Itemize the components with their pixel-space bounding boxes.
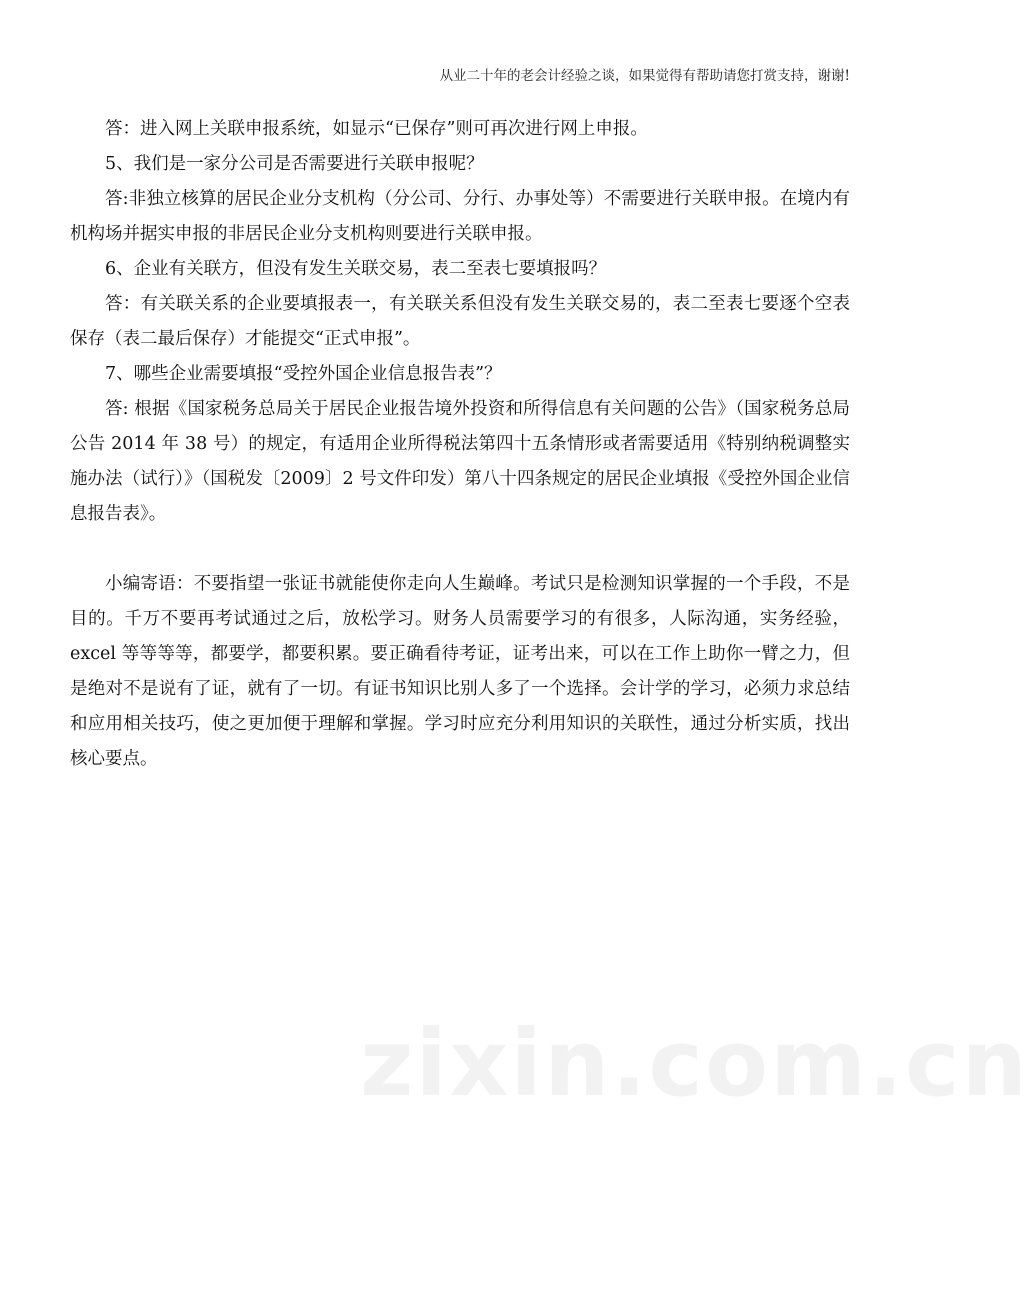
question-5: 5、我们是一家分公司是否需要进行关联申报呢？ [105,154,484,174]
editor-note-paragraph: 小编寄语：不要指望一张证书就能使你走向人生巅峰。考试只是检测知识掌握的一个手段，不是目的。千万不要再考试通过之后，放松学习。财务人员需要学习的有很多，人际沟通，实务经验，excel 等等等等，都要学，都要积累。要正确看待考证，证考出来，可以在工作上助你一臂之力，但是绝对不是说有了证，就有了一切。有证书知识比别人多了一个选择。会计学的学习，必须力求总结和应用相关技巧，使之更加便于理解和掌握。学习时应充分利用知识的关联性，通过分析实质，找出核心要点。 [70,574,850,769]
document-body [70,112,850,777]
paragraph-spacer [70,532,850,567]
answer-paragraph-6: 答：有关联关系的企业要填报表一，有关联关系但没有发生关联交易的，表二至表七要逐个空表保存（表二最后保存）才能提交“正式申报”。 [70,294,850,349]
watermark-logo: zixin.com.cn [360,1010,1029,1117]
answer-paragraph-4: 答：进入网上关联申报系统，如显示“已保存”则可再次进行网上申报。 [105,119,648,139]
question-6: 6、企业有关联方，但没有发生关联交易，表二至表七要填报吗？ [105,259,607,279]
question-7: 7、哪些企业需要填报“受控外国企业信息报告表”？ [105,364,502,384]
page-header: 从业二十年的老会计经验之谈，如果觉得有帮助请您打赏支持，谢谢! [439,68,850,84]
answer-paragraph-7: 答: 根据《国家税务总局关于居民企业报告境外投资和所得信息有关问题的公告》（国家税务总局公告 2014 年 38 号）的规定，有适用企业所得税法第四十五条情形或者需要适用《特别纳税调整实施办法（试行）》（国税发〔2009〕2 号文件印发）第八十四条规定的居民企业填报《受控外国企业信息报告表》。 [70,399,850,524]
answer-paragraph-5: 答:非独立核算的居民企业分支机构（分公司、分行、办事处等）不需要进行关联申报。在境内有机构场并据实申报的非居民企业分支机构则要进行关联申报。 [70,189,850,244]
